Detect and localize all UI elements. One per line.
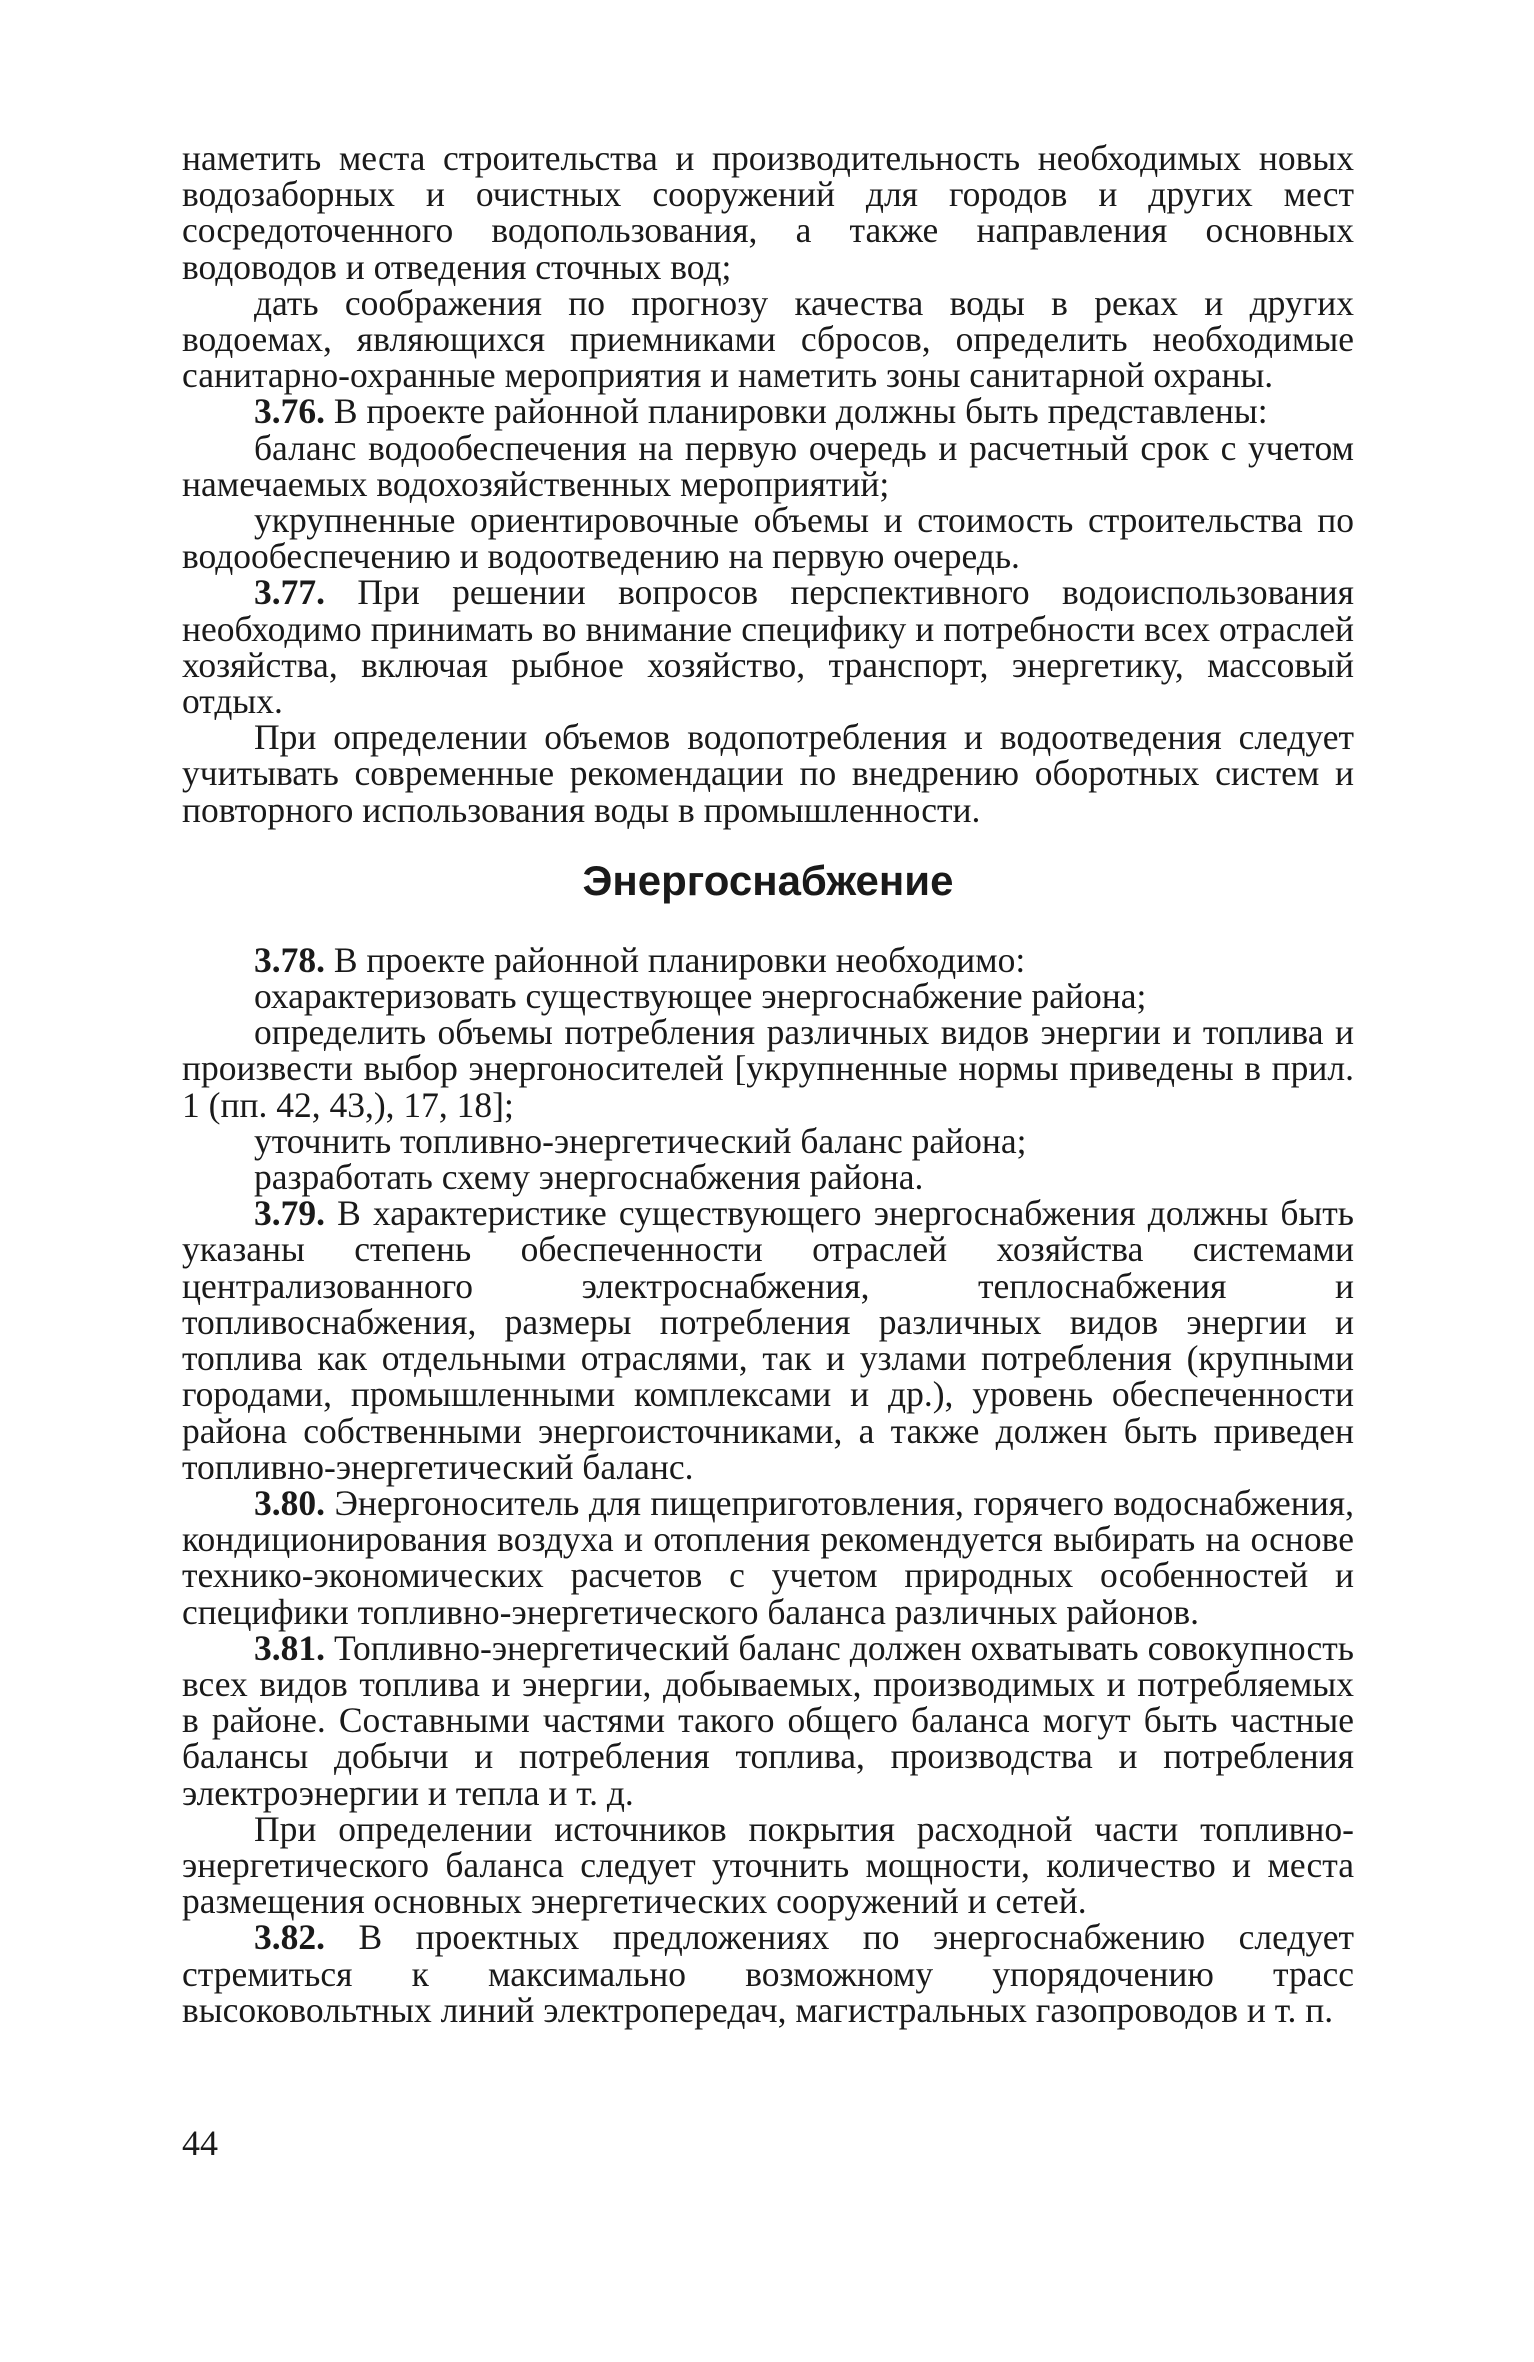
paragraph [182, 1482, 1354, 1632]
paragraph: наметить места строительства и производительность необходимых новых водозаборных и очистных сооружений для городов и других мест сосредоточенного водопользования, а также направления основных водоводов и отведения сточных вод; [182, 138, 1354, 287]
paragraph: охарактеризовать существующее энергоснабжение района; [254, 976, 1147, 1017]
clause-text: В проекте районной планировки должны быть представлены: [325, 391, 1268, 432]
paragraph [182, 391, 1354, 432]
clause-number: 3.79. [254, 1193, 325, 1234]
clause-number: 3.82. [254, 1917, 325, 1958]
clause-number: 3.78. [254, 939, 325, 980]
paragraph: определить объемы потребления различных видов энергии и топлива и произвести выбор энергоносителей [укрупненные нормы приведены в прил. 1 (пп. 42, 43,), 17, 18]; [182, 1012, 1354, 1125]
clause-number: 3.80. [254, 1482, 325, 1523]
clause-text: Энергоноситель для пищеприготовления, горячего водоснабжения, кондиционирования воздуха и отопления рекомендуется выбирать на основе технико-экономических расчетов с учетом природных особенностей и специфики топливно-энергетического баланса различных районов. [182, 1482, 1354, 1632]
page-text [182, 140, 1354, 2028]
page-number: 44 [182, 2123, 218, 2163]
clause-text: В проекте районной планировки необходимо: [325, 939, 1026, 980]
paragraph [182, 1919, 1354, 2028]
clause-number: 3.77. [254, 572, 325, 613]
paragraph: При определении источников покрытия расходной части топливно-энергетического баланса следует уточнить мощности, количество и места размещения основных энергетических сооружений и сетей. [182, 1808, 1354, 1922]
paragraph: При определении объемов водопотребления и водоотведения следует учитывать современные рекомендации по внедрению оборотных систем и повторного использования воды в промышленности. [182, 717, 1354, 830]
paragraph: укрупненные ориентировочные объемы и стоимость строительства по водообеспечению и водоотведению на первую очередь. [182, 500, 1354, 577]
paragraph [182, 1627, 1354, 1813]
clause-number: 3.76. [254, 391, 325, 432]
paragraph: дать соображения по прогнозу качества воды в реках и других водоемах, являющихся приемниками сбросов, определить необходимые санитарно-охранные мероприятия и наметить зоны санитарной охраны. [182, 282, 1354, 396]
section-heading: Энергоснабжение [582, 856, 954, 904]
paragraph [182, 1195, 1354, 1485]
clause-text: В характеристике существующего энергоснабжения должны быть указаны степень обеспеченности отраслей хозяйства системами централизованного электроснабжения, теплоснабжения и топливоснабжения, размеры потребления различных видов энергии и топлива как отдельными отраслями, так и узлами потребления (крупными городами, промышленными комплексами и др.), уровень обеспеченности района собственными энергоисточниками, а также должен быть приведен топливно-энергетический баланс. [182, 1193, 1354, 1487]
paragraph [182, 572, 1354, 722]
clause-text: В проектных предложениях по энергоснабжению следует стремиться к максимально возможному упорядочению трасс высоковольтных линий электропередач, магистральных газопроводов и т. п. [182, 1917, 1354, 2030]
clause-number: 3.81. [254, 1627, 325, 1668]
paragraph: разработать схему энергоснабжения района. [254, 1157, 924, 1198]
clause-text: Топливно-энергетический баланс должен охватывать совокупность всех видов топлива и энергии, добываемых, производимых и потребляемых в районе. Составными частями такого общего баланса могут быть частные балансы добычи и потребления топлива, производства и потребления электроэнергии и тепла и т. д. [182, 1627, 1354, 1813]
paragraph: уточнить топливно-энергетический баланс района; [254, 1120, 1027, 1161]
clause-text: При решении вопросов перспективного водоиспользования необходимо принимать во внимание специфику и потребности всех отраслей хозяйства, включая рыбное хозяйство, транспорт, энергетику, массовый отдых. [182, 572, 1354, 722]
paragraph [182, 939, 1354, 980]
paragraph: баланс водообеспечения на первую очередь и расчетный срок с учетом намечаемых водохозяйственных мероприятий; [182, 427, 1354, 504]
